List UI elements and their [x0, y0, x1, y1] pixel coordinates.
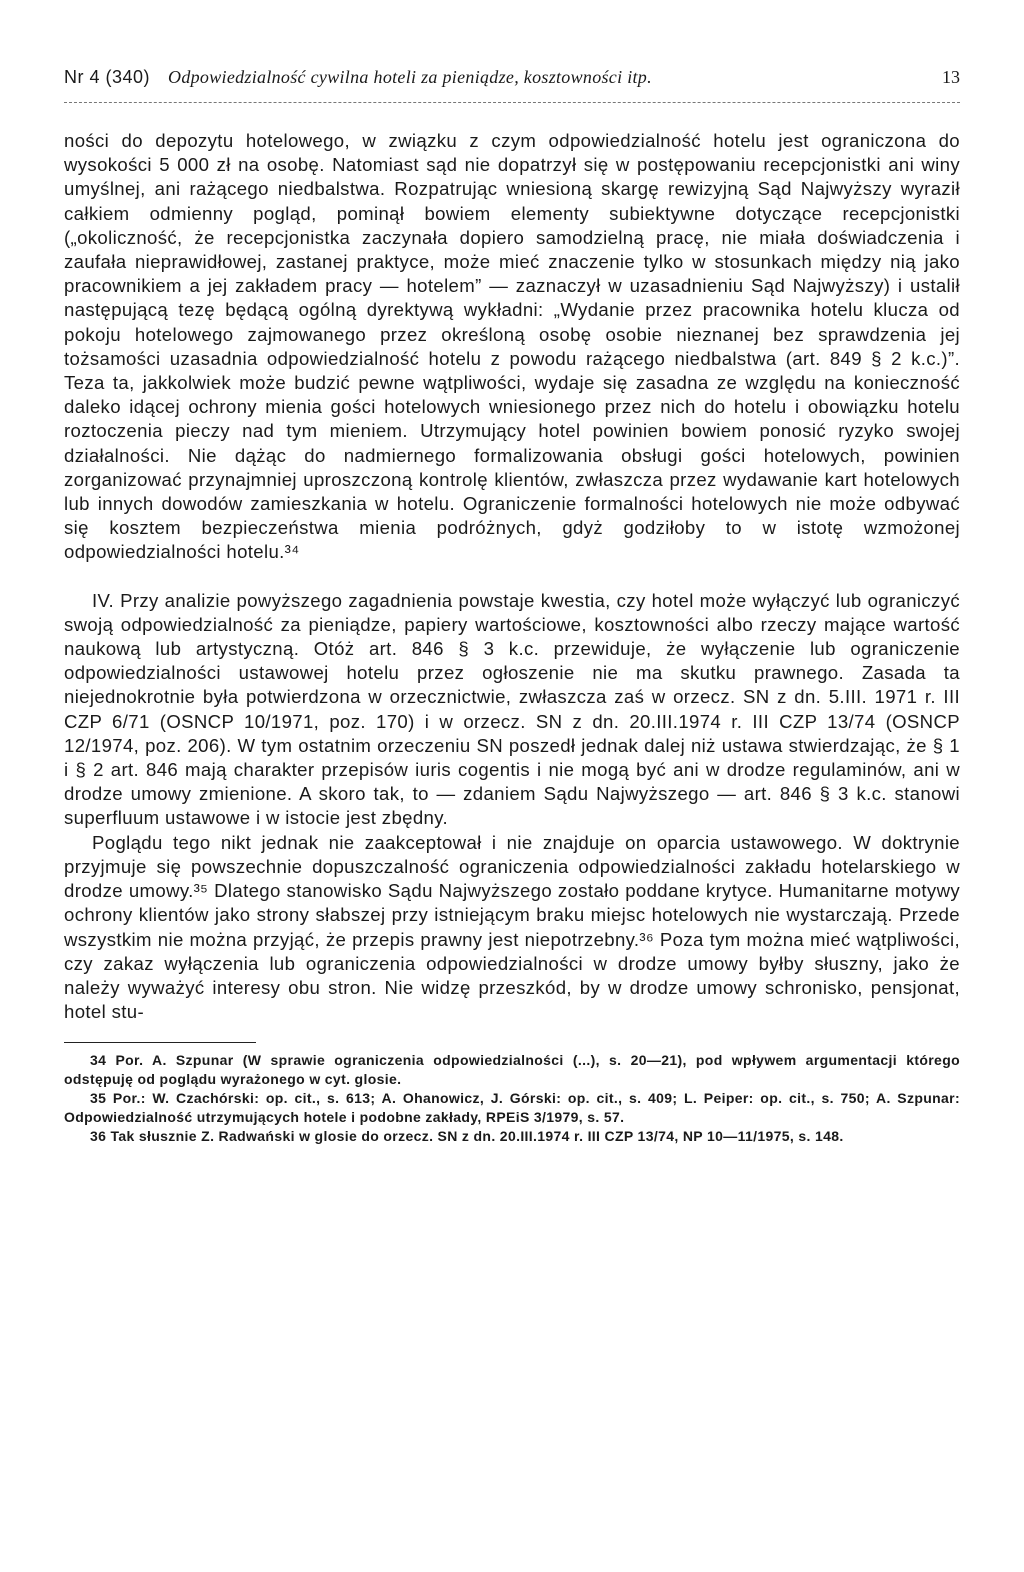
- page-number: 13: [942, 67, 960, 87]
- running-title: Odpowiedzialność cywilna hoteli za pieniądze, kosztowności itp.: [168, 67, 652, 87]
- header-rule: [64, 102, 960, 103]
- footnote-34: 34 Por. A. Szpunar (W sprawie ograniczenia odpowiedzialności (...), s. 20—21), pod wpływem argumentacji którego odstępuję od poglądu wyrażonego w cyt. glosie.: [64, 1052, 960, 1088]
- paragraph-continuation: ności do depozytu hotelowego, w związku z czym odpowiedzialność hotelu jest ograniczona do wysokości 5 000 zł na osobę. Natomiast sąd nie dopatrzył się w postępowaniu recepcjonistki ani winy umyślnej, ani rażącego niedbalstwa. Rozpatrując wniesioną skargę rewizyjną Sąd Najwyższy wyraził całkiem odmienny pogląd, pominął bowiem elementy subiektywne dotyczące recepcjonistki („okoliczność, że recepcjonistka zaczynała dopiero samodzielną pracę, nie miała doświadczenia i zaufała nieprawidłowej, zastanej praktyce, może mieć znaczenie tylko w stosunkach między nią jako pracownikiem a jej zakładem pracy — hotelem” — zaznaczył w uzasadnieniu Sąd Najwyższy) i ustalił następującą tezę będącą ogólną dyrektywą wykładni: „Wydanie przez pracownika hotelu klucza od pokoju hotelowego zajmowanego przez określoną osobę osobie nieznanej bez sprawdzenia jej tożsamości uzasadnia odpowiedzialność hotelu z powodu rażącego niedbalstwa (art. 849 § 2 k.c.)”. Teza ta, jakkolwiek może budzić pewne wątpliwości, wydaje się zasadna ze względu na konieczność daleko idącej ochrony mienia gości hotelowych wniesionego przez nich do hotelu i obowiązku hotelu roztoczenia pieczy nad tym mieniem. Utrzymujący hotel powinien bowiem ponosić ryzyko swojej działalności. Nie dążąc do nadmiernego formalizowania obsługi gości hotelowych, powinien zorganizować przynajmniej uproszczoną kontrolę klientów, zwłaszcza przez wydawanie kart hotelowych lub innych dowodów zamieszkania w hotelu. Ograniczenie formalności hotelowych nie może odbywać się kosztem bezpieczeństwa mienia podróżnych, gdyż godziłoby to w istotę wzmożonej odpowiedzialności hotelu.³⁴: [64, 130, 960, 563]
- footnote-35: 35 Por.: W. Czachórski: op. cit., s. 613; A. Ohanowicz, J. Górski: op. cit., s. 409; L. Peiper: op. cit., s. 750; A. Szpunar: Odpowiedzialność utrzymujących hotele i podobne zakłady, RPEiS 3/1979, s. 57.: [64, 1090, 960, 1126]
- paragraph-critique: Poglądu tego nikt jednak nie zaakceptował i nie znajduje on oparcia ustawowego. W doktrynie przyjmuje się powszechnie dopuszczalność ograniczenia odpowiedzialności zakładu hotelarskiego w drodze umowy.³⁵ Dlatego stanowisko Sądu Najwyższego zostało poddane krytyce. Humanitarne motywy ochrony klientów jako strony słabszej przy istniejącym braku miejsc hotelowych nie wystarczają. Przede wszystkim nie można przyjąć, że przepis prawny jest niepotrzebny.³⁶ Poza tym można mieć wątpliwości, czy zakaz wyłączenia lub ograniczenia odpowiedzialności w drodze umowy byłby słuszny, jako że należy wyważyć interesy obu stron. Nie widzę przeszkód, by w drodze umowy schronisko, pensjonat, hotel stu-: [64, 831, 960, 1023]
- document-page: [64, 64, 960, 1146]
- footnotes: [64, 1051, 960, 1146]
- footnote-rule: [64, 1042, 256, 1043]
- footnote-36: 36 Tak słusznie Z. Radwański w glosie do orzecz. SN z dn. 20.III.1974 r. III CZP 13/74, NP 10—11/1975, s. 148.: [90, 1128, 844, 1145]
- body-text: [64, 129, 960, 1024]
- issue-number: Nr 4 (340): [64, 67, 151, 87]
- paragraph-section-iv: IV. Przy analizie powyższego zagadnienia powstaje kwestia, czy hotel może wyłączyć lub ograniczyć swoją odpowiedzialność za pieniądze, papiery wartościowe, kosztowności albo rzeczy mające wartość naukową lub artystyczną. Otóż art. 846 § 3 k.c. przewiduje, że wyłączenie lub ograniczenie odpowiedzialności ustawowej hotelu przez ogłoszenie nie ma skutku prawnego. Zasada ta niejednokrotnie była potwierdzona w orzecznictwie, zwłaszcza zaś w orzecz. SN z dn. 5.III. 1971 r. III CZP 6/71 (OSNCP 10/1971, poz. 170) i w orzecz. SN z dn. 20.III.1974 r. III CZP 13/74 (OSNCP 12/1974, poz. 206). W tym ostatnim orzeczeniu SN poszedł jednak dalej niż ustawa stwierdzając, że § 1 i § 2 art. 846 mają charakter przepisów iuris cogentis i nie mogą być ani w drodze regulaminów, ani w drodze umowy zmienione. A skoro tak, to — zdaniem Sądu Najwyższego — art. 846 § 3 k.c. stanowi superfluum ustawowe i w istocie jest zbędny.: [64, 589, 960, 829]
- running-header: [64, 64, 960, 90]
